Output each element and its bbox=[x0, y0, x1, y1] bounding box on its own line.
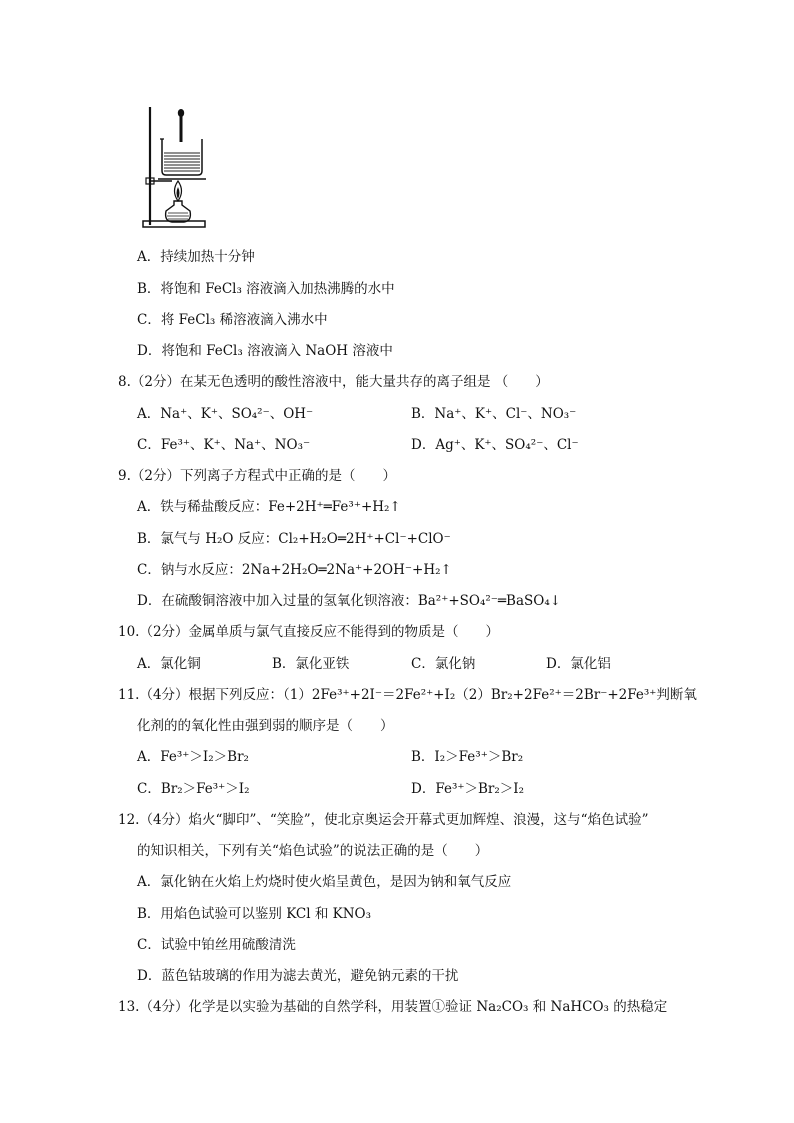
q11-stem-line1: 11.（4分）根据下列反应：（1）2Fe³⁺+2I⁻＝2Fe²⁺+I₂（2）Br₂+2Fe²⁺＝2Br⁻+2Fe³⁺判断氧 bbox=[118, 687, 697, 703]
q7-option-b: B．将饱和 FeCl₃ 溶液滴入加热沸腾的水中 bbox=[137, 281, 395, 297]
q9-option-a: A．铁与稀盐酸反应：Fe+2H⁺═Fe³⁺+H₂↑ bbox=[137, 499, 401, 515]
q8-option-a: A．Na⁺、K⁺、SO₄²⁻、OH⁻ bbox=[137, 406, 314, 422]
q10-option-c: C．氯化钠 bbox=[411, 656, 476, 672]
q10-option-d: D．氯化铝 bbox=[546, 656, 611, 672]
q11-option-b: B．I₂＞Fe³⁺＞Br₂ bbox=[411, 749, 524, 765]
q9-stem: 9.（2分）下列离子方程式中正确的是（ ） bbox=[118, 468, 396, 484]
q8-option-d: D．Ag⁺、K⁺、SO₄²⁻、Cl⁻ bbox=[411, 437, 579, 453]
q8-option-b: B．Na⁺、K⁺、Cl⁻、NO₃⁻ bbox=[411, 406, 577, 422]
q13-stem-line1: 13.（4分）化学是以实验为基础的自然学科，用装置①验证 Na₂CO₃ 和 NaHCO₃ 的热稳定 bbox=[118, 999, 668, 1015]
q11-option-a: A．Fe³⁺＞I₂＞Br₂ bbox=[137, 749, 249, 765]
q10-option-a: A．氯化铜 bbox=[137, 656, 201, 672]
q12-option-d: D．蓝色钴玻璃的作用为滤去黄光，避免钠元素的干扰 bbox=[137, 968, 459, 984]
q7-option-a: A．持续加热十分钟 bbox=[137, 249, 255, 265]
q12-option-c: C．试验中铂丝用硫酸清洗 bbox=[137, 937, 296, 953]
q9-option-c: C．钠与水反应：2Na+2H₂O═2Na⁺+2OH⁻+H₂↑ bbox=[137, 562, 452, 578]
q8-option-c: C．Fe³⁺、K⁺、Na⁺、NO₃⁻ bbox=[137, 437, 311, 453]
q11-stem-line2: 化剂的的氧化性由强到弱的顺序是（ ） bbox=[137, 718, 394, 734]
q8-stem: 8.（2分）在某无色透明的酸性溶液中，能大量共存的离子组是 （ ） bbox=[118, 374, 549, 390]
q7-option-d: D．将饱和 FeCl₃ 溶液滴入 NaOH 溶液中 bbox=[137, 343, 393, 359]
beaker-heating-apparatus-icon bbox=[140, 103, 210, 231]
q9-option-b: B．氯气与 H₂O 反应：Cl₂+H₂O═2H⁺+Cl⁻+ClO⁻ bbox=[137, 531, 451, 547]
q12-option-b: B．用焰色试验可以鉴别 KCl 和 KNO₃ bbox=[137, 906, 372, 922]
q12-stem-line2: 的知识相关，下列有关“焰色试验”的说法正确的是（ ） bbox=[137, 843, 489, 859]
q9-option-d: D．在硫酸铜溶液中加入过量的氢氧化钡溶液：Ba²⁺+SO₄²⁻═BaSO₄↓ bbox=[137, 593, 562, 609]
q10-stem: 10.（2分）金属单质与氯气直接反应不能得到的物质是（ ） bbox=[118, 624, 500, 640]
q12-stem-line1: 12.（4分）焰火“脚印”、“笑脸”，使北京奥运会开幕式更加辉煌、浪漫，这与“焰色试验” bbox=[118, 812, 649, 828]
q11-option-c: C．Br₂＞Fe³⁺＞I₂ bbox=[137, 781, 250, 797]
q12-option-a: A．氯化钠在火焰上灼烧时使火焰呈黄色，是因为钠和氧气反应 bbox=[137, 874, 512, 890]
q11-option-d: D．Fe³⁺＞Br₂＞I₂ bbox=[411, 781, 525, 797]
q10-option-b: B．氯化亚铁 bbox=[272, 656, 350, 672]
q7-option-c: C．将 FeCl₃ 稀溶液滴入沸水中 bbox=[137, 312, 328, 328]
